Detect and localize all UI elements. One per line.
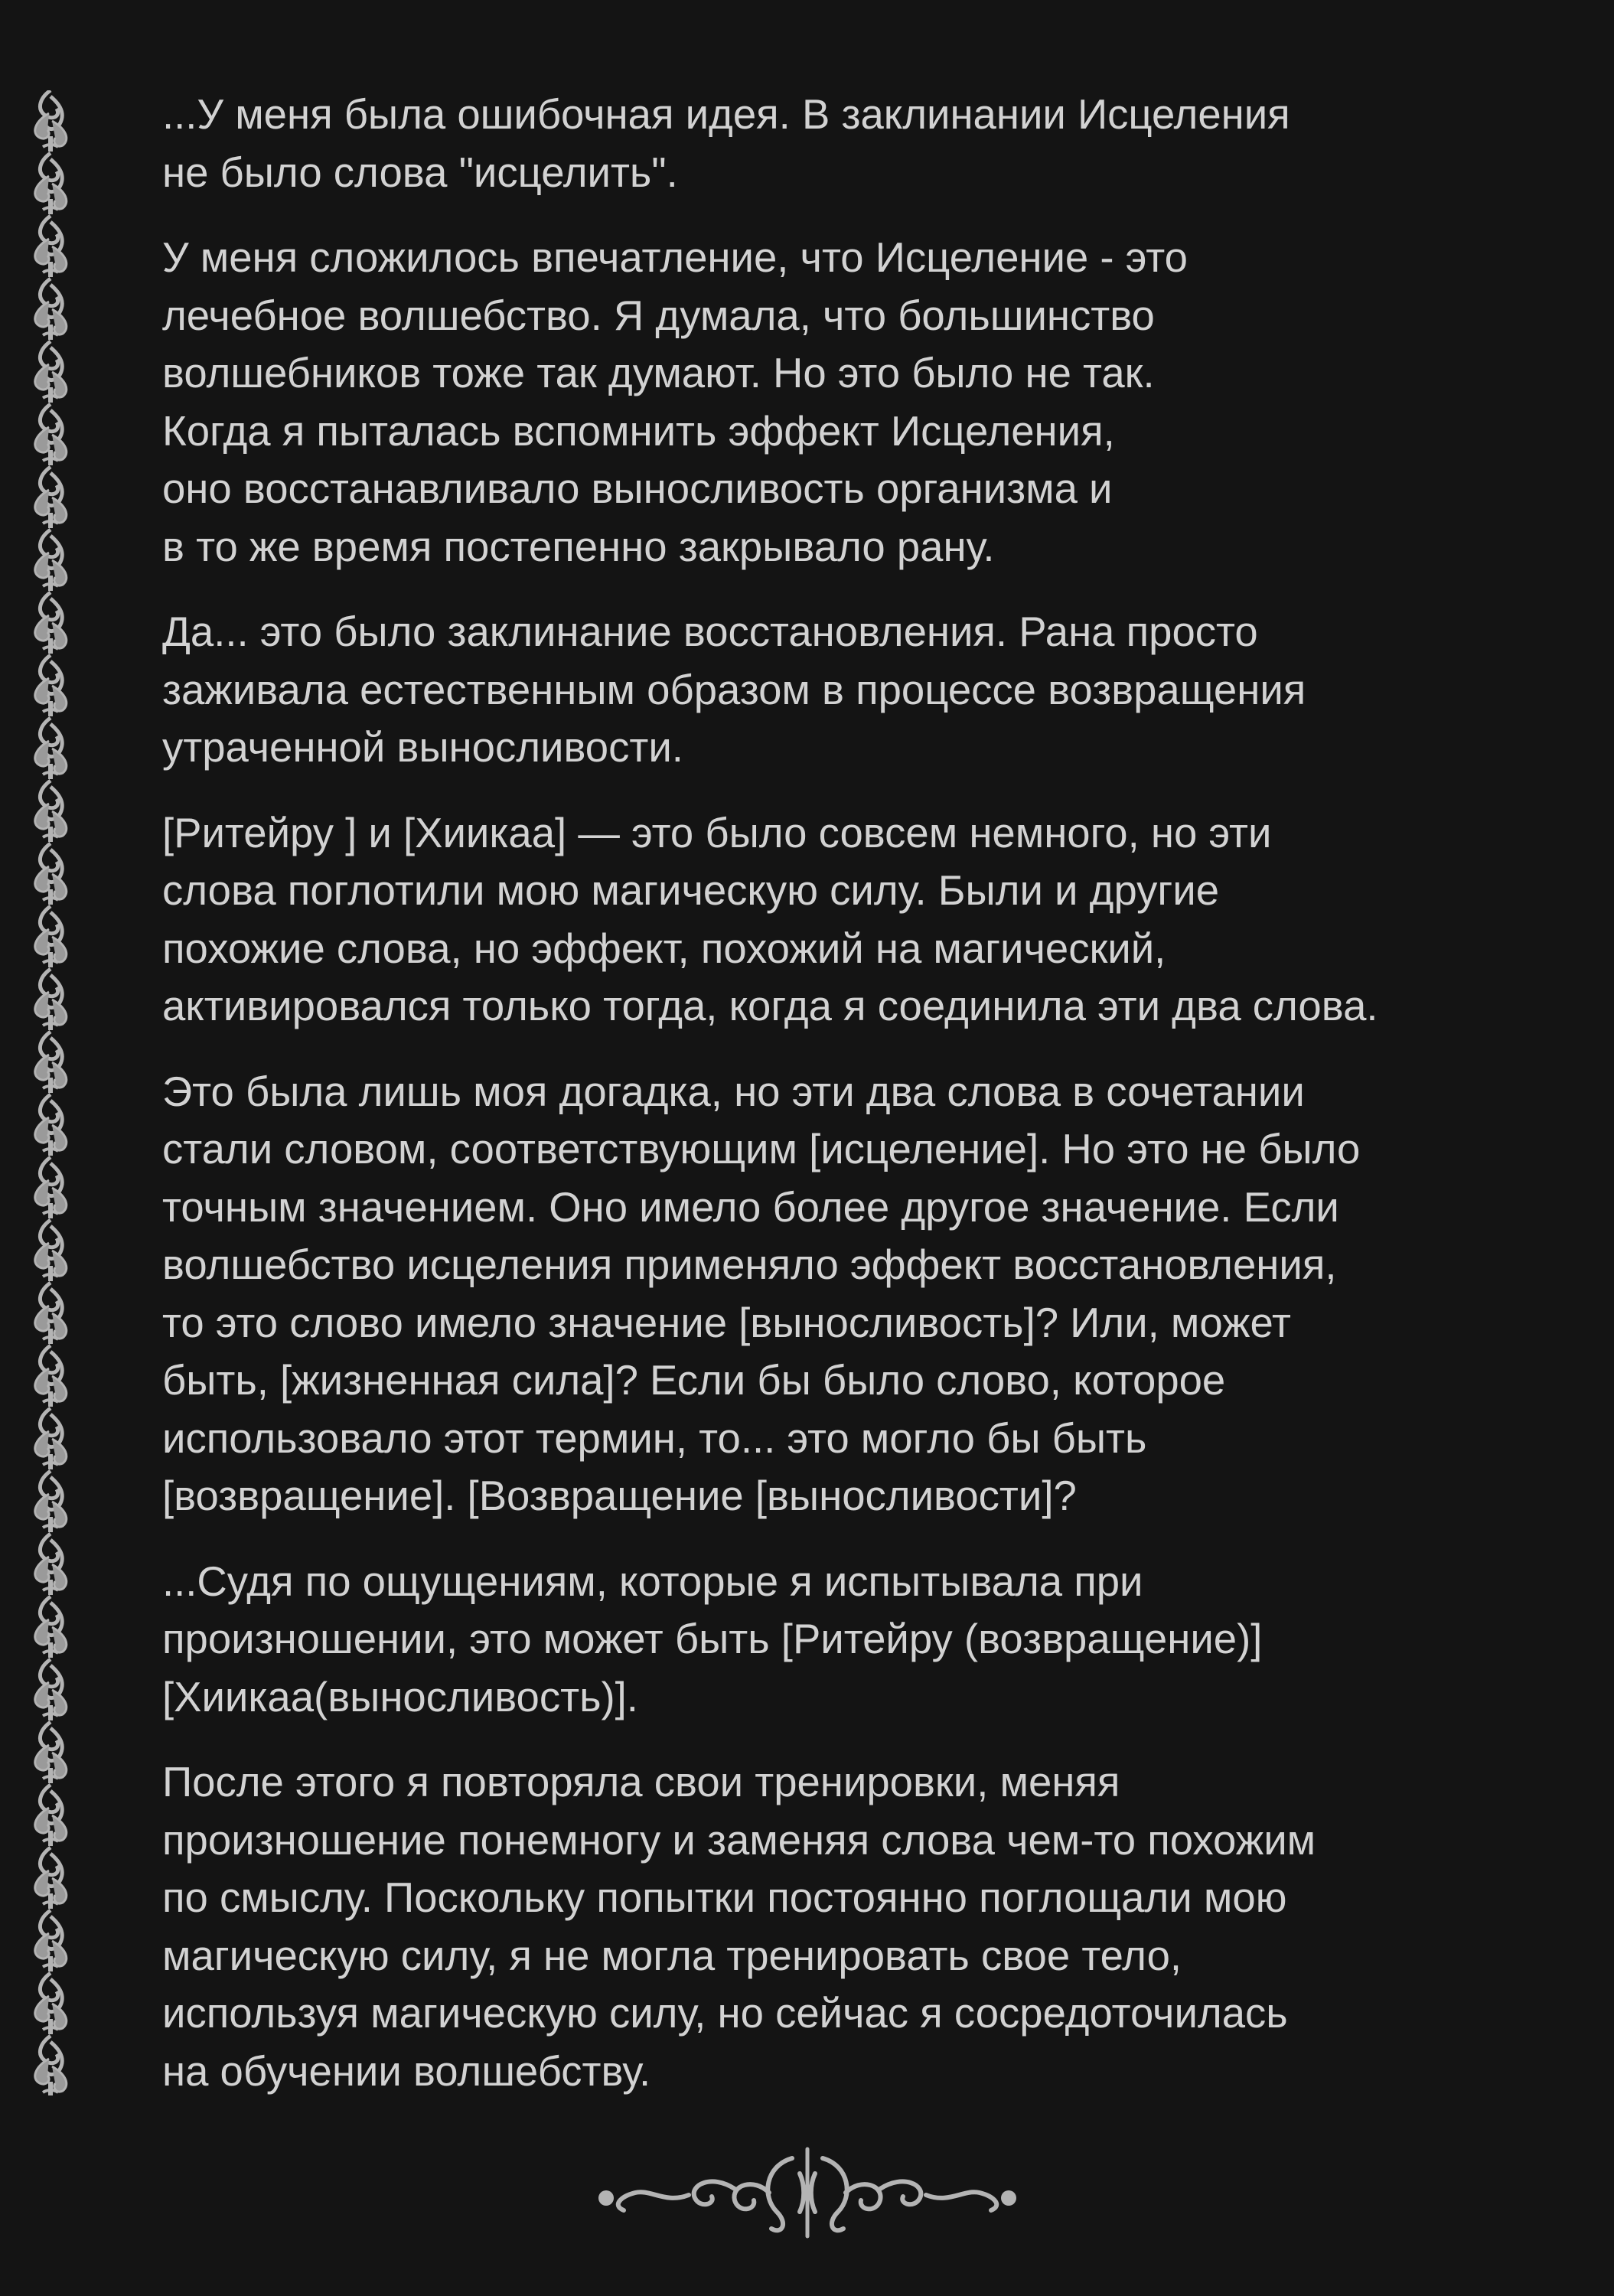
vine-segment (35, 2036, 67, 2095)
vine-segment (35, 655, 67, 716)
vine-segment (35, 279, 67, 340)
vine-segment (35, 1722, 67, 1783)
vine-segment (35, 1408, 67, 1469)
vine-segment (35, 404, 67, 465)
vine-segment (35, 1094, 67, 1156)
vine-segment (35, 781, 67, 842)
vine-segment (35, 1283, 67, 1344)
vine-segment (35, 718, 67, 779)
paragraph: У меня сложилось впечатление, что Исцеление - это лечебное волшебство. Я думала, что большинство волшебников тоже так думают. Но это было не так. Когда я пыталась вспомнить эффект Исцеления, оно восстанавливало выносливость организма и в то же время постепенно закрывало рану. (162, 234, 1188, 570)
vine-segment (35, 153, 67, 214)
vine-segment (35, 1848, 67, 1909)
paragraph: Это была лишь моя догадка, но эти два слова в сочетании стали словом, соответствующим [исцеление]. Но это не было точным значением. Оно имело более другое значение. Если волшебство исцеления применяло эффект восстановления, то это слово имело значение [выносливость]? Или, может быть, [жизненная сила]? Если бы было слово, которое использовало этот термин, то... это могло бы быть [возвращение]. [Возвращение [выносливости]? (162, 1068, 1361, 1519)
flourish-divider-icon (582, 2143, 1033, 2242)
vine-segment (35, 1032, 67, 1093)
vine-segment (35, 1910, 67, 1971)
vine-segment (35, 1345, 67, 1407)
vine-segment (35, 1785, 67, 1846)
text-body (162, 86, 1570, 2128)
vine-segment (35, 1596, 67, 1658)
paragraph: После этого я повторяла свои тренировки, меняя произношение понемногу и заменяя слова чем-то похожим по смыслу. Поскольку попытки постоянно поглощали мою магическую силу, я не могла тренировать свое тело, используя магическую силу, но сейчас я сосредоточилась на обучении волшебству. (162, 1759, 1316, 2095)
vine-segment (35, 1659, 67, 1720)
vine-segment (35, 1973, 67, 2034)
vine-segment (35, 216, 67, 277)
vine-segment (35, 467, 67, 528)
vine-segment (35, 341, 67, 403)
paragraph: [Ритейру ] и [Хиикаа] — это было совсем немного, но эти слова поглотили мою магическую силу. Были и другие похожие слова, но эффект, похожий на магический, активировался только тогда, когда я соединила эти два слова. (162, 809, 1378, 1029)
vine-segment (35, 1534, 67, 1595)
paragraph: ...Судя по ощущениям, которые я испытывала при произношении, это может быть [Ритейру (возвращение)] [Хиикаа(выносливость)]. (162, 1557, 1263, 1720)
floral-vine-border-icon (26, 90, 75, 2095)
vine-segment (35, 843, 67, 905)
vine-segment (35, 90, 67, 152)
vine-segment (35, 530, 67, 591)
vine-segment (35, 1220, 67, 1281)
vine-segment (35, 1471, 67, 1532)
vine-segment (35, 1157, 67, 1218)
vine-segment (35, 592, 67, 654)
vine-segment (35, 969, 67, 1030)
vine-segment (35, 906, 67, 967)
paragraph: ...У меня была ошибочная идея. В заклинании Исцеления не было слова "исцелить". (162, 91, 1290, 196)
paragraph: Да... это было заклинание восстановления. Рана просто заживала естественным образом в процессе возвращения утраченной выносливости. (162, 608, 1306, 771)
